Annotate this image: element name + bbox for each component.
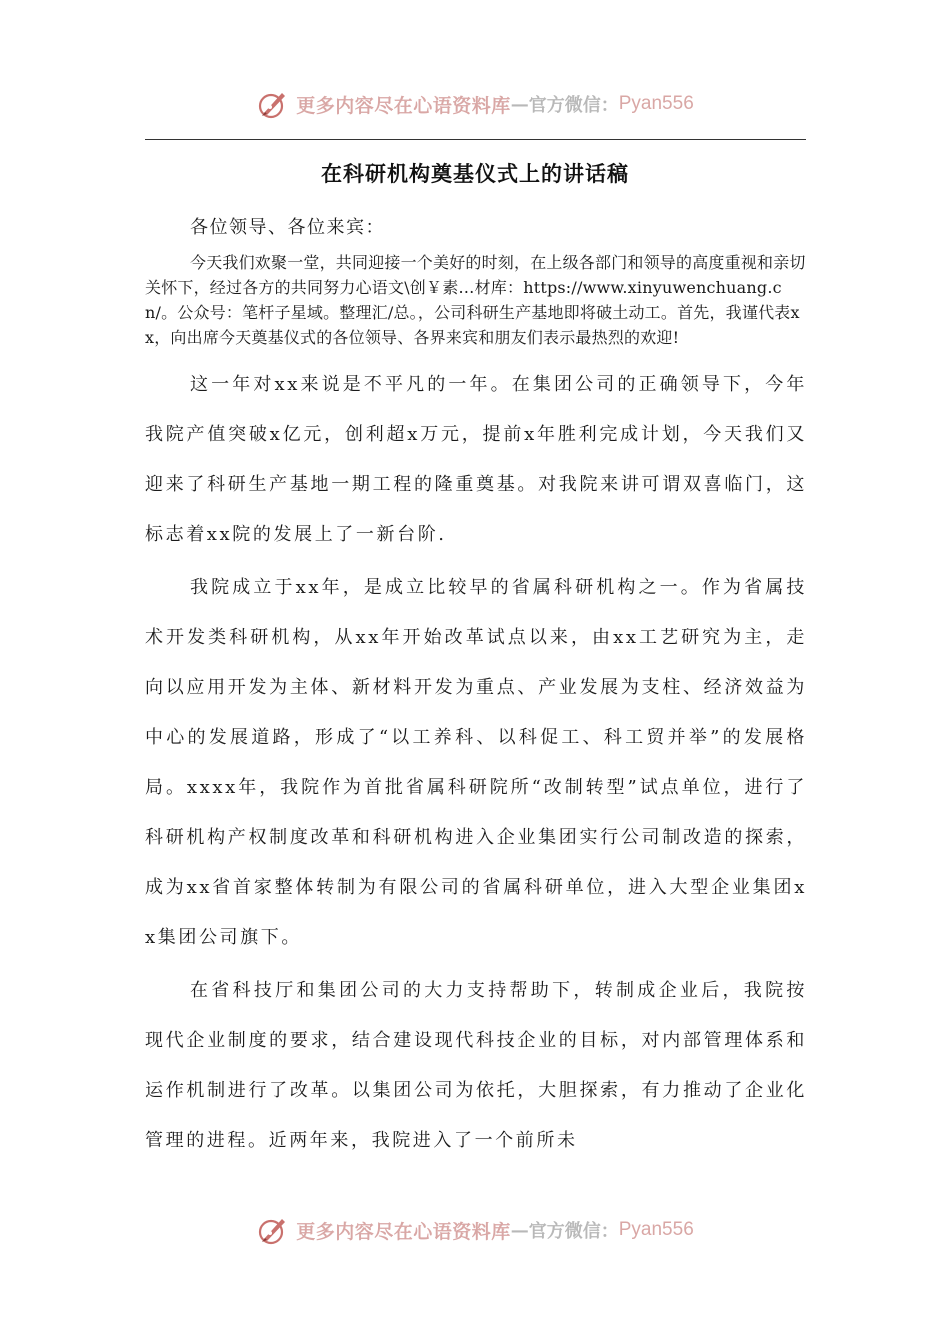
banner-contact-id: Pyan556 bbox=[618, 93, 694, 114]
paragraph-3: 我院成立于xx年，是成立比较早的省属科研机构之一。作为省属技术开发类科研机构，从xx年开始改革试点以来，由xx工艺研究为主，走向以应用开发为主体、新材料开发为重点、产业发展为支柱、经济效益为中心的发展道路，形成了“以工养科、以科促工、科工贸并举”的发展格局。xxxx年，我院作为首批省属科研院所“改制转型”试点单位，进行了科研机构产权制度改革和科研机构进入企业集团实行公司制改造的探索，成为xx省首家整体转制为有限公司的省属科研单位，进入大型企业集团xx集团公司旗下。 bbox=[145, 577, 807, 948]
header-divider bbox=[145, 139, 806, 140]
paragraph-4: 在省科技厅和集团公司的大力支持帮助下，转制成企业后，我院按现代企业制度的要求，结合建设现代科技企业的目标，对内部管理体系和运作机制进行了改革。以集团公司为依托，大胆探索，有力推动了企业化管理的进程。近两年来，我院进入了一个前所未 bbox=[145, 980, 807, 1151]
document-title: 在科研机构奠基仪式上的讲话稿 bbox=[321, 162, 629, 186]
footer-banner bbox=[0, 1210, 950, 1250]
banner-separator: — bbox=[510, 93, 529, 115]
banner-separator: — bbox=[510, 1219, 529, 1241]
banner-main-text: 更多内容尽在心语资料库 bbox=[296, 94, 511, 117]
banner-main-text: 更多内容尽在心语资料库 bbox=[296, 1220, 511, 1243]
banner-contact-id: Pyan556 bbox=[618, 1219, 694, 1240]
banner-contact-label: 官方微信： bbox=[528, 1221, 619, 1242]
quill-pen-logo-icon bbox=[256, 1213, 290, 1247]
document-body bbox=[145, 210, 807, 1169]
paragraph-1: 今天我们欢聚一堂，共同迎接一个美好的时刻，在上级各部门和领导的高度重视和亲切关怀下，经过各方的共同努力心语文\创￥素…材库：https://www.xinyuwenchuang.cn/。公众号：笔杆子星域。整理汇/总。，公司科研生产基地即将破土动工。首先，我谨代表xx，向出席今天奠基仪式的各位领导、各界来宾和朋友们表示最热烈的欢迎! bbox=[145, 253, 806, 347]
paragraph-2: 这一年对xx来说是不平凡的一年。在集团公司的正确领导下，今年我院产值突破x亿元，创利超x万元，提前x年胜利完成计划，今天我们又迎来了科研生产基地一期工程的隆重奠基。对我院来讲可谓双喜临门，这标志着xx院的发展上了一新台阶. bbox=[145, 374, 807, 545]
header-banner bbox=[0, 84, 950, 124]
quill-pen-logo-icon bbox=[256, 87, 290, 121]
banner-contact-label: 官方微信： bbox=[528, 95, 619, 116]
salutation: 各位领导、各位来宾： bbox=[190, 217, 385, 238]
